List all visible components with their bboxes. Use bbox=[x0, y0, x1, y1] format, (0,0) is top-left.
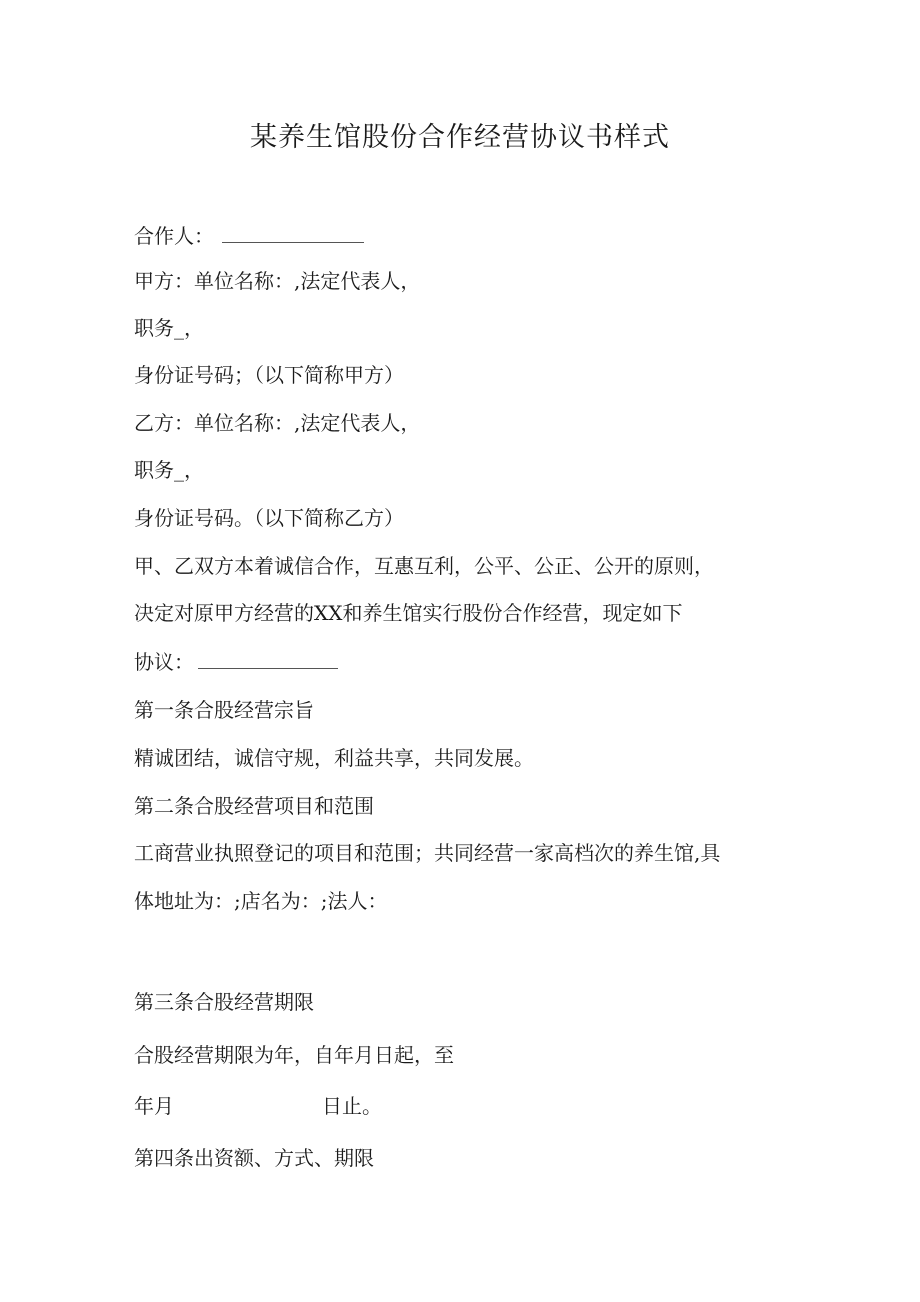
document-title: 某养生馆股份合作经营协议书样式 bbox=[250, 122, 670, 153]
article-2-body-2: 体地址为：;店名为：;法人： bbox=[134, 889, 388, 913]
article-2-heading: 第二条合股经营项目和范围 bbox=[134, 794, 374, 818]
party-b-line-3: 身份证号码。（以下简称乙方） bbox=[134, 506, 404, 530]
party-a-line-1: 甲方：单位名称：,法定代表人， bbox=[134, 269, 421, 293]
article-3-heading: 第三条合股经营期限 bbox=[134, 990, 314, 1014]
partners-blank bbox=[222, 220, 364, 243]
article-1-heading: 第一条合股经营宗旨 bbox=[134, 698, 314, 722]
party-a-line-3: 身份证号码；（以下简称甲方） bbox=[134, 363, 404, 387]
article-3-year-month: 年月 bbox=[134, 1094, 174, 1118]
intro-line-2: 决定对原甲方经营的XX和养生馆实行股份合作经营，现定如下 bbox=[134, 601, 683, 625]
article-3-body-1: 合股经营期限为年，自年月日起，至 bbox=[134, 1043, 454, 1067]
intro-agreement-label: 协议： bbox=[134, 650, 194, 674]
agreement-blank bbox=[198, 646, 338, 669]
partners-line bbox=[134, 220, 364, 251]
party-b-line-2: 职务_， bbox=[134, 458, 204, 482]
article-2-body-1: 工商营业执照登记的项目和范围；共同经营一家高档次的养生馆,具 bbox=[134, 841, 721, 865]
article-3-day-end: 日止。 bbox=[322, 1094, 382, 1118]
article-1-body: 精诚团结，诚信守规，利益共享，共同发展。 bbox=[134, 746, 534, 770]
partners-label: 合作人： bbox=[134, 224, 214, 248]
party-b-line-1: 乙方：单位名称：,法定代表人， bbox=[134, 411, 421, 435]
article-3-body-2 bbox=[134, 1091, 382, 1121]
intro-line-1: 甲、乙双方本着诚信合作，互惠互利，公平、公正、公开的原则， bbox=[134, 554, 714, 578]
party-a-line-2: 职务_， bbox=[134, 316, 204, 340]
intro-line-3 bbox=[134, 646, 338, 677]
article-4-heading: 第四条出资额、方式、期限 bbox=[134, 1146, 374, 1170]
